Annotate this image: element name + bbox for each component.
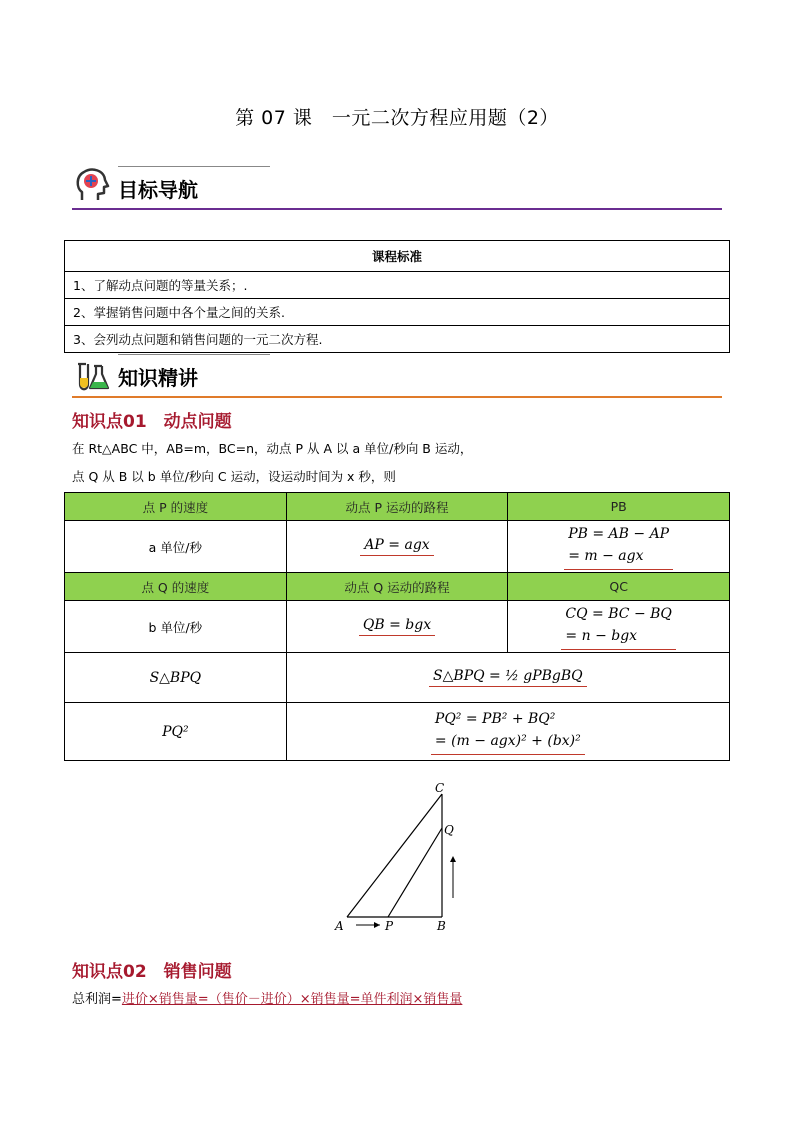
col-header: 动点 P 运动的路程 <box>286 493 508 521</box>
table-row <box>65 653 730 703</box>
label-c: C <box>435 781 445 795</box>
pb-formula-2: = m − agx <box>568 548 644 564</box>
standards-header: 课程标准 <box>65 241 730 272</box>
section-underline <box>72 208 722 210</box>
header-top-rule <box>118 166 270 167</box>
section-label: 目标导航 <box>118 178 198 202</box>
label-q: Q <box>444 823 454 837</box>
course-standards-table <box>64 240 730 353</box>
qc-formula-2: = n − bgx <box>565 628 638 644</box>
ap-formula: AP = agx <box>360 537 433 556</box>
section-underline <box>72 396 722 398</box>
intro-line-1: 在 Rt△ABC 中，AB=m，BC=n，动点 P 从 A 以 a 单位/秒向 B 运动， <box>72 441 473 456</box>
p-speed: a 单位/秒 <box>65 521 287 573</box>
intro-line-2: 点 Q 从 B 以 b 单位/秒向 C 运动，设运动时间为 x 秒，则 <box>72 469 396 484</box>
col-header: QC <box>508 573 730 601</box>
standard-item: 3、会列动点问题和销售问题的一元二次方程. <box>65 326 730 353</box>
pq-label: PQ² <box>65 703 287 761</box>
sales-formula-line <box>72 988 462 1007</box>
pq-formula-1: PQ² = PB² + BQ² <box>434 711 556 727</box>
table-row <box>65 601 730 653</box>
q-speed: b 单位/秒 <box>65 601 287 653</box>
label-p: P <box>385 919 394 933</box>
section-label: 知识精讲 <box>118 366 198 390</box>
page-title: 第 07 课 一元二次方程应用题（2） <box>235 107 559 129</box>
section-header-knowledge <box>72 354 722 398</box>
triangle-figure <box>325 780 465 940</box>
standard-item: 2、掌握销售问题中各个量之间的关系. <box>65 299 730 326</box>
qc-formula-1: CQ = BC − BQ <box>565 606 672 622</box>
standard-item: 1、了解动点问题的等量关系；. <box>65 272 730 299</box>
sales-formula: 进价×销售量=（售价－进价）×销售量=单件利润×销售量 <box>121 992 463 1007</box>
knowledge-point-1-title: 知识点01 动点问题 <box>72 412 232 432</box>
header-top-rule <box>118 354 270 355</box>
sales-formula-prefix: 总利润= <box>72 992 122 1007</box>
lab-flask-icon <box>72 354 112 394</box>
qb-formula: QB = bgx <box>359 617 435 636</box>
col-header: 点 P 的速度 <box>65 493 287 521</box>
header-row-p <box>65 493 730 521</box>
knowledge-point-2-title: 知识点02 销售问题 <box>72 962 232 982</box>
area-formula: S△BPQ = ½ gPBgBQ <box>429 668 587 687</box>
table-row <box>65 521 730 573</box>
pq-formula-2: = (m − agx)² + (bx)² <box>434 733 581 749</box>
section-header-goals <box>72 166 722 210</box>
label-a: A <box>335 919 344 933</box>
motion-problem-table <box>64 492 730 761</box>
pb-formula-1: PB = AB − AP <box>568 526 670 542</box>
brain-head-icon <box>72 166 112 206</box>
label-b: B <box>437 919 446 933</box>
header-row-q <box>65 573 730 601</box>
area-label: S△BPQ <box>65 653 287 703</box>
table-row <box>65 703 730 761</box>
col-header: PB <box>508 493 730 521</box>
col-header: 动点 Q 运动的路程 <box>286 573 508 601</box>
col-header: 点 Q 的速度 <box>65 573 287 601</box>
